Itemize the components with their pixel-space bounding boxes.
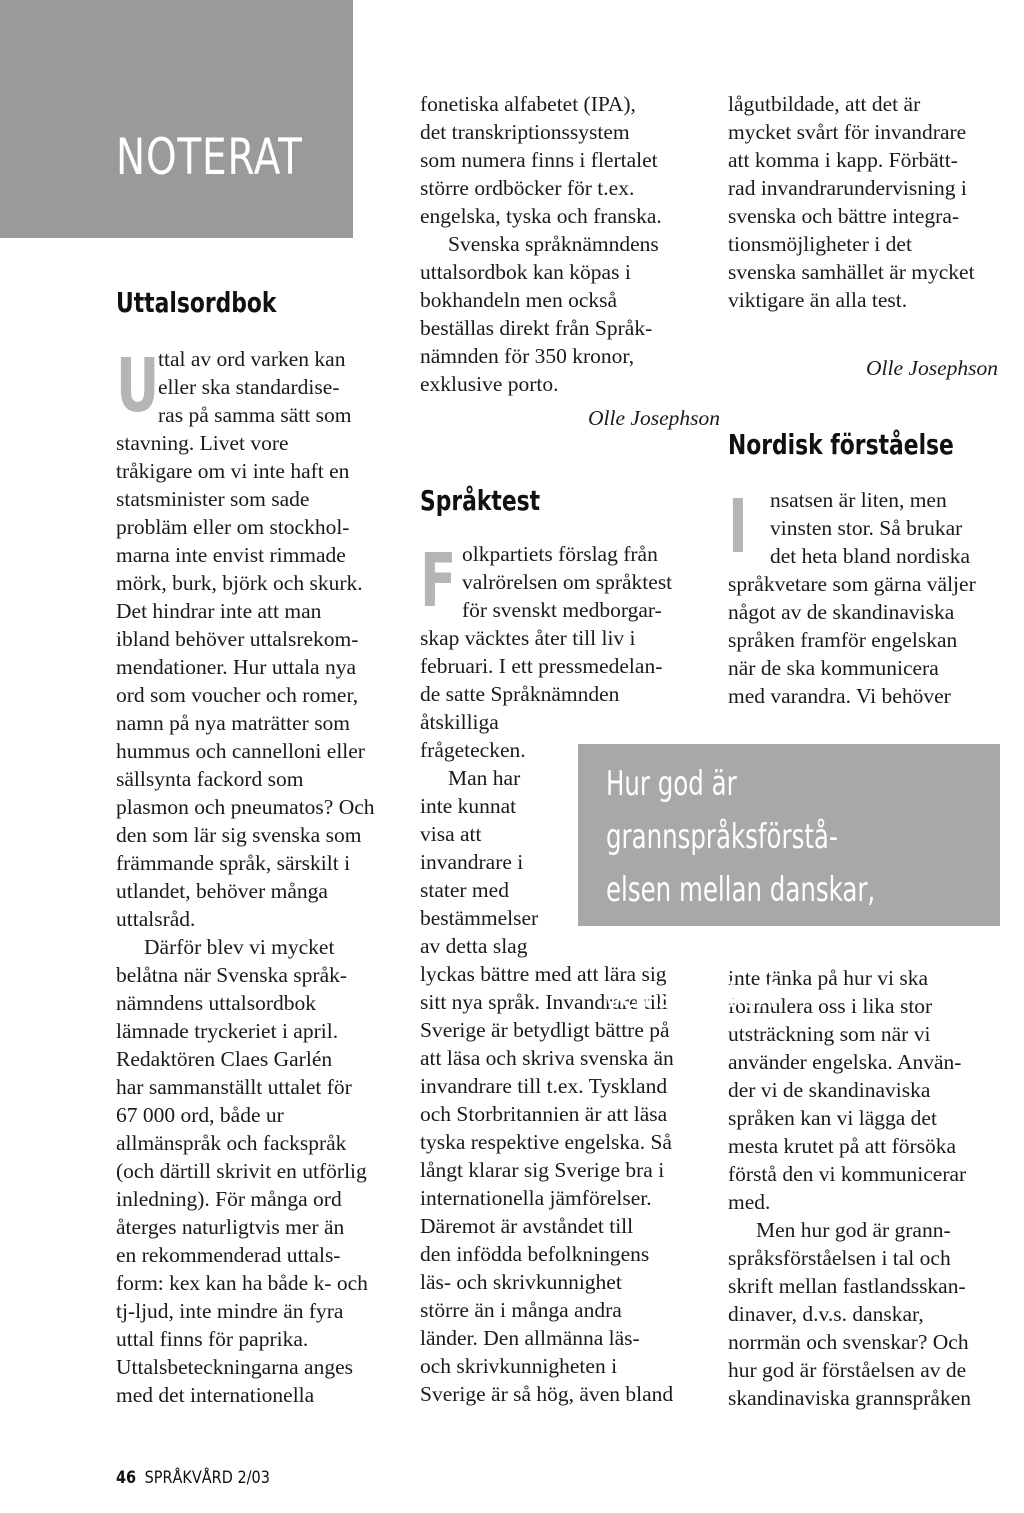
article-nordisk-column-3-bottom [728, 964, 1014, 1412]
article-uttalsordbok-column-2 [420, 90, 720, 398]
drop-cap: F [420, 538, 457, 624]
drop-cap: U [116, 343, 160, 429]
article-paragraph: Men hur god är grann- språksförståelsen i tal och skrift mellan fastlandsskan- dinaver, d.v.s. danskar, norrmän och svenskar? Och hur god är förståelsen av de skandinaviska grannspråken [728, 1218, 971, 1410]
article-uttalsordbok-column-1 [116, 345, 388, 1409]
author-signature: Olle Josephson [866, 356, 998, 380]
section-label: NOTERAT [116, 128, 303, 186]
article-spraktest-column-3 [728, 90, 1014, 314]
paragraph-text: olkpartiets förslag från valrörelsen om språktest för svenskt medborgar- skap väcktes åter till liv i februari. I ett pressmedelan- de satte Språknämnden åtskilliga frågetecken. [420, 542, 673, 762]
page-number: 46 [116, 1468, 137, 1488]
paragraph-text: ttal av ord varken kan eller ska standardise- ras på samma sätt som stavning. Livet vore tråkigare om vi inte haft en statsminister som sade probläm eller om stockhol- marna inte envist rimmade mörk, burk, björk och skurk. Det hindrar inte att man ibland behöver uttalsrekom- mendationer. Hur uttala nya ord som voucher och romer, namn på nya maträtter som hummus och cannelloni eller sällsynta fackord som plasmon och pneumatos? Och den som lär sig svenska som främmande språk, särskilt i utlandet, behöver många uttalsråd. [116, 347, 375, 931]
article-paragraph: Svenska språknämndens uttalsordbok kan köpas i bokhandeln men också beställas direkt från Språk- nämnden för 350 kronor, exklusive porto. [420, 232, 659, 396]
article-heading-uttalsordbok: Uttalsordbok [116, 286, 277, 319]
article-paragraph: lågutbildade, att det är mycket svårt för invandrare att komma i kapp. Förbätt- rad invandrarundervisning i svenska och bättre integra- tionsmöjligheter i det svenska samhället är mycket viktigare än alla test. [728, 92, 975, 312]
article-paragraph: Därför blev vi mycket belåtna när Svenska språk- nämndens uttalsordbok lämnade tryckeriet i april. Redaktören Claes Garlén har sammanställt uttalet för 67 000 ord, både ur allmänspråk och fackspråk (och därtill skrivit en utförlig inledning). För många ord återges naturligtvis mer än en rekommenderad uttals- form: kex kan ha både k- och tj-ljud, inte mindre än fyra uttal finns för paprika. Uttalsbeteckningarna anges med det internationella [116, 935, 368, 1407]
article-paragraph: fonetiska alfabetet (IPA), det transkriptionssystem som numera finns i flertalet större ordböcker för t.ex. engelska, tyska och franska. [420, 92, 662, 228]
article-paragraph: Man har inte kunnat visa att invandrare i stater med bestämmelser av detta slag lyckas bättre med att lära sig sitt nya språk. Invandrare till Sverige är betydligt bättre på att läsa och skriva svenska än invandrare till t.ex. Tyskland och Storbritannien är att läsa tyska respektive engelska. Så långt klarar sig Sverige bra i internationella jämförelser. Däremot är avståndet till den infödda befolkningens läs- och skrivkunnighet större än i många andra länder. Den allmänna läs- och skrivkunnigheten i Sverige är så hög, även bland [420, 766, 674, 1406]
article-nordisk-column-3-top [728, 486, 1014, 710]
article-heading-nordisk-forstaelse: Nordisk förståelse [728, 428, 954, 461]
pull-quote-text: Hur god är grannspråksförstå- elsen mellan danskar, norrmän och svenskar? [606, 764, 876, 1016]
section-banner [0, 0, 353, 238]
article-paragraph [420, 540, 720, 764]
article-paragraph [116, 345, 388, 933]
drop-cap: I [728, 484, 748, 570]
page-footer [116, 1468, 270, 1488]
article-paragraph: inte tänka på hur vi ska formulera oss i lika stor utsträckning som när vi använder engelska. Använ- der vi de skandinaviska språken kan vi lägga det mesta krutet på att försöka förstå den vi kommunicerar med. [728, 966, 967, 1214]
article-paragraph [728, 486, 1014, 710]
pull-quote-box [578, 744, 1000, 1016]
issue-label: SPRÅKVÅRD 2/03 [144, 1468, 270, 1488]
paragraph-text: nsatsen är liten, men vinsten stor. Så brukar det heta bland nordiska språkvetare som gärna väljer något av de skandinaviska språken framför engelskan när de ska kommunicera med varandra. Vi behöver [728, 488, 976, 708]
author-signature: Olle Josephson [588, 406, 720, 430]
article-heading-spraktest: Språktest [420, 484, 541, 517]
